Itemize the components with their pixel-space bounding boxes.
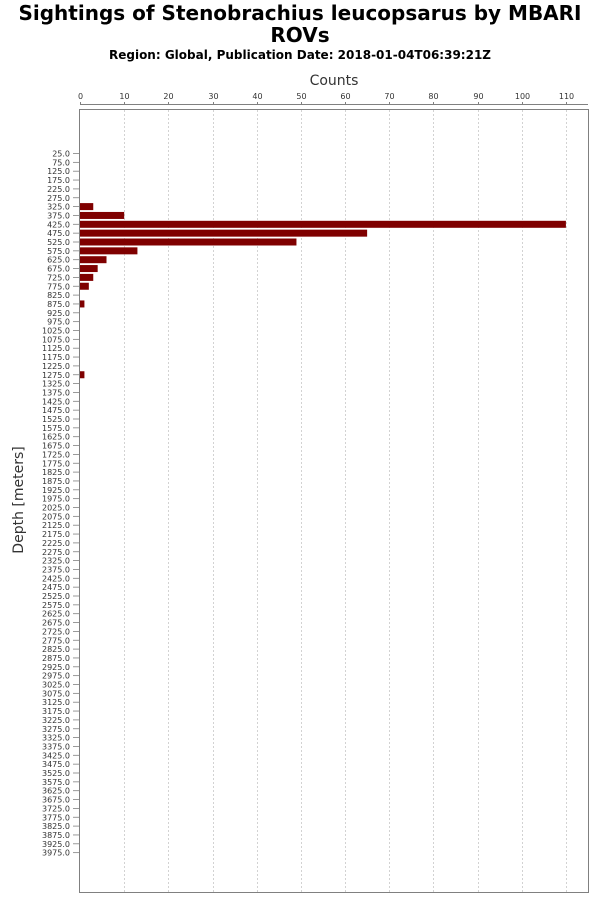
y-tick-label: 3125.0	[42, 698, 70, 708]
y-tick-label: 3875.0	[42, 830, 70, 840]
y-tick-label: 2675.0	[42, 618, 70, 628]
y-tick-label: 1475.0	[42, 406, 70, 416]
bar	[80, 283, 89, 290]
y-tick-label: 2875.0	[42, 653, 70, 663]
x-tick-label: 0	[77, 92, 84, 101]
x-tick-label: 20	[163, 92, 174, 101]
y-tick-label: 1625.0	[42, 432, 70, 442]
bar	[80, 274, 93, 281]
y-tick-label: 1575.0	[42, 423, 70, 433]
y-tick-label: 3025.0	[42, 680, 70, 690]
x-tick-label: 30	[208, 92, 219, 101]
y-tick-label: 875.0	[47, 299, 70, 309]
y-axis	[42, 150, 79, 858]
x-tick-label: 110	[558, 92, 575, 101]
y-tick-label: 3275.0	[42, 724, 70, 734]
y-tick-label: 1325.0	[42, 379, 70, 389]
y-tick-label: 1225.0	[42, 361, 70, 371]
y-tick-label: 3325.0	[42, 733, 70, 743]
y-tick-label: 3525.0	[42, 769, 70, 778]
x-tick-label: 60	[340, 92, 351, 101]
y-tick-label: 375.0	[47, 211, 70, 221]
y-tick-label: 1925.0	[42, 485, 70, 495]
x-tick-label: 100	[514, 92, 531, 101]
y-tick-label: 3175.0	[42, 707, 70, 717]
y-tick-label: 625.0	[47, 255, 70, 265]
y-tick-label: 2225.0	[42, 538, 70, 548]
y-tick-label: 225.0	[47, 184, 70, 194]
y-tick-label: 2975.0	[42, 671, 70, 681]
y-tick-label: 3375.0	[42, 742, 70, 752]
y-tick-label: 3475.0	[42, 760, 70, 770]
y-tick-label: 1525.0	[42, 415, 70, 424]
y-tick-label: 3225.0	[42, 715, 70, 725]
y-tick-label: 1175.0	[42, 353, 70, 363]
bar	[80, 256, 107, 263]
y-tick-label: 1075.0	[42, 335, 70, 345]
y-tick-label: 975.0	[47, 317, 70, 327]
x-axis-title: Counts	[309, 73, 359, 89]
y-tick-label: 3075.0	[42, 689, 70, 699]
y-tick-label: 1725.0	[42, 450, 70, 460]
y-tick-label: 75.0	[52, 158, 70, 168]
bar	[80, 221, 566, 228]
y-tick-label: 275.0	[47, 193, 70, 203]
x-tick-label: 80	[428, 92, 439, 101]
y-tick-label: 725.0	[47, 273, 70, 283]
y-tick-label: 2525.0	[42, 592, 70, 601]
y-tick-label: 175.0	[47, 176, 70, 186]
y-tick-label: 2725.0	[42, 627, 70, 637]
y-tick-label: 2775.0	[42, 636, 70, 646]
x-tick-label: 40	[252, 92, 263, 101]
x-tick-label: 50	[296, 92, 307, 101]
x-tick-label: 70	[384, 92, 395, 101]
y-tick-label: 1875.0	[42, 476, 70, 486]
y-tick-label: 1025.0	[42, 326, 70, 336]
y-tick-label: 1125.0	[42, 344, 70, 354]
y-tick-label: 2575.0	[42, 600, 70, 610]
y-tick-label: 3575.0	[42, 777, 70, 787]
y-tick-label: 2825.0	[42, 645, 70, 655]
y-tick-label: 1675.0	[42, 441, 70, 451]
x-axis	[78, 92, 588, 105]
y-tick-label: 3975.0	[42, 848, 70, 858]
y-tick-label: 2475.0	[42, 583, 70, 593]
bar	[80, 265, 98, 272]
y-tick-label: 775.0	[47, 282, 70, 292]
y-tick-label: 2075.0	[42, 512, 70, 522]
y-tick-label: 425.0	[47, 220, 70, 230]
y-axis-title: Depth [meters]	[11, 446, 27, 554]
bar	[80, 300, 84, 307]
y-tick-label: 3775.0	[42, 813, 70, 823]
x-tick-label: 10	[119, 92, 130, 101]
y-tick-label: 3625.0	[42, 786, 70, 796]
y-tick-label: 25.0	[52, 149, 70, 159]
bar	[80, 239, 296, 246]
y-tick-label: 1825.0	[42, 468, 70, 478]
y-tick-label: 2925.0	[42, 662, 70, 672]
y-tick-label: 1775.0	[42, 459, 70, 469]
y-tick-label: 2425.0	[42, 574, 70, 584]
y-tick-label: 2275.0	[42, 547, 70, 557]
y-tick-label: 825.0	[47, 291, 70, 301]
bar	[80, 230, 367, 237]
y-tick-label: 125.0	[47, 167, 70, 177]
y-tick-label: 1275.0	[42, 370, 70, 380]
bar	[80, 212, 124, 219]
y-tick-label: 1975.0	[42, 494, 70, 504]
bar	[80, 203, 93, 210]
chart-subtitle: Region: Global, Publication Date: 2018-01-04T06:39:21Z	[108, 48, 492, 62]
y-tick-label: 2375.0	[42, 565, 70, 575]
y-tick-label: 1425.0	[42, 397, 70, 407]
y-tick-label: 3675.0	[42, 795, 70, 805]
y-tick-label: 3825.0	[42, 822, 70, 832]
y-tick-label: 3425.0	[42, 751, 70, 761]
y-tick-label: 925.0	[47, 308, 70, 318]
chart-title: Sightings of Stenobrachius leucopsarus by MBARI ROVs	[18, 1, 582, 47]
y-tick-label: 525.0	[47, 238, 70, 247]
y-tick-label: 2125.0	[42, 521, 70, 531]
bar	[80, 247, 137, 254]
y-tick-label: 475.0	[47, 229, 70, 239]
y-tick-label: 675.0	[47, 264, 70, 274]
y-tick-label: 1375.0	[42, 388, 70, 398]
y-tick-label: 3725.0	[42, 804, 70, 814]
y-tick-label: 325.0	[47, 202, 70, 212]
y-tick-label: 2625.0	[42, 609, 70, 619]
x-tick-label: 90	[473, 92, 484, 101]
y-tick-label: 2025.0	[42, 503, 70, 513]
y-tick-label: 3925.0	[42, 839, 70, 849]
y-tick-label: 2175.0	[42, 530, 70, 540]
bars	[80, 203, 566, 378]
bar	[80, 371, 84, 378]
y-tick-label: 575.0	[47, 246, 70, 256]
y-tick-label: 2325.0	[42, 556, 70, 566]
